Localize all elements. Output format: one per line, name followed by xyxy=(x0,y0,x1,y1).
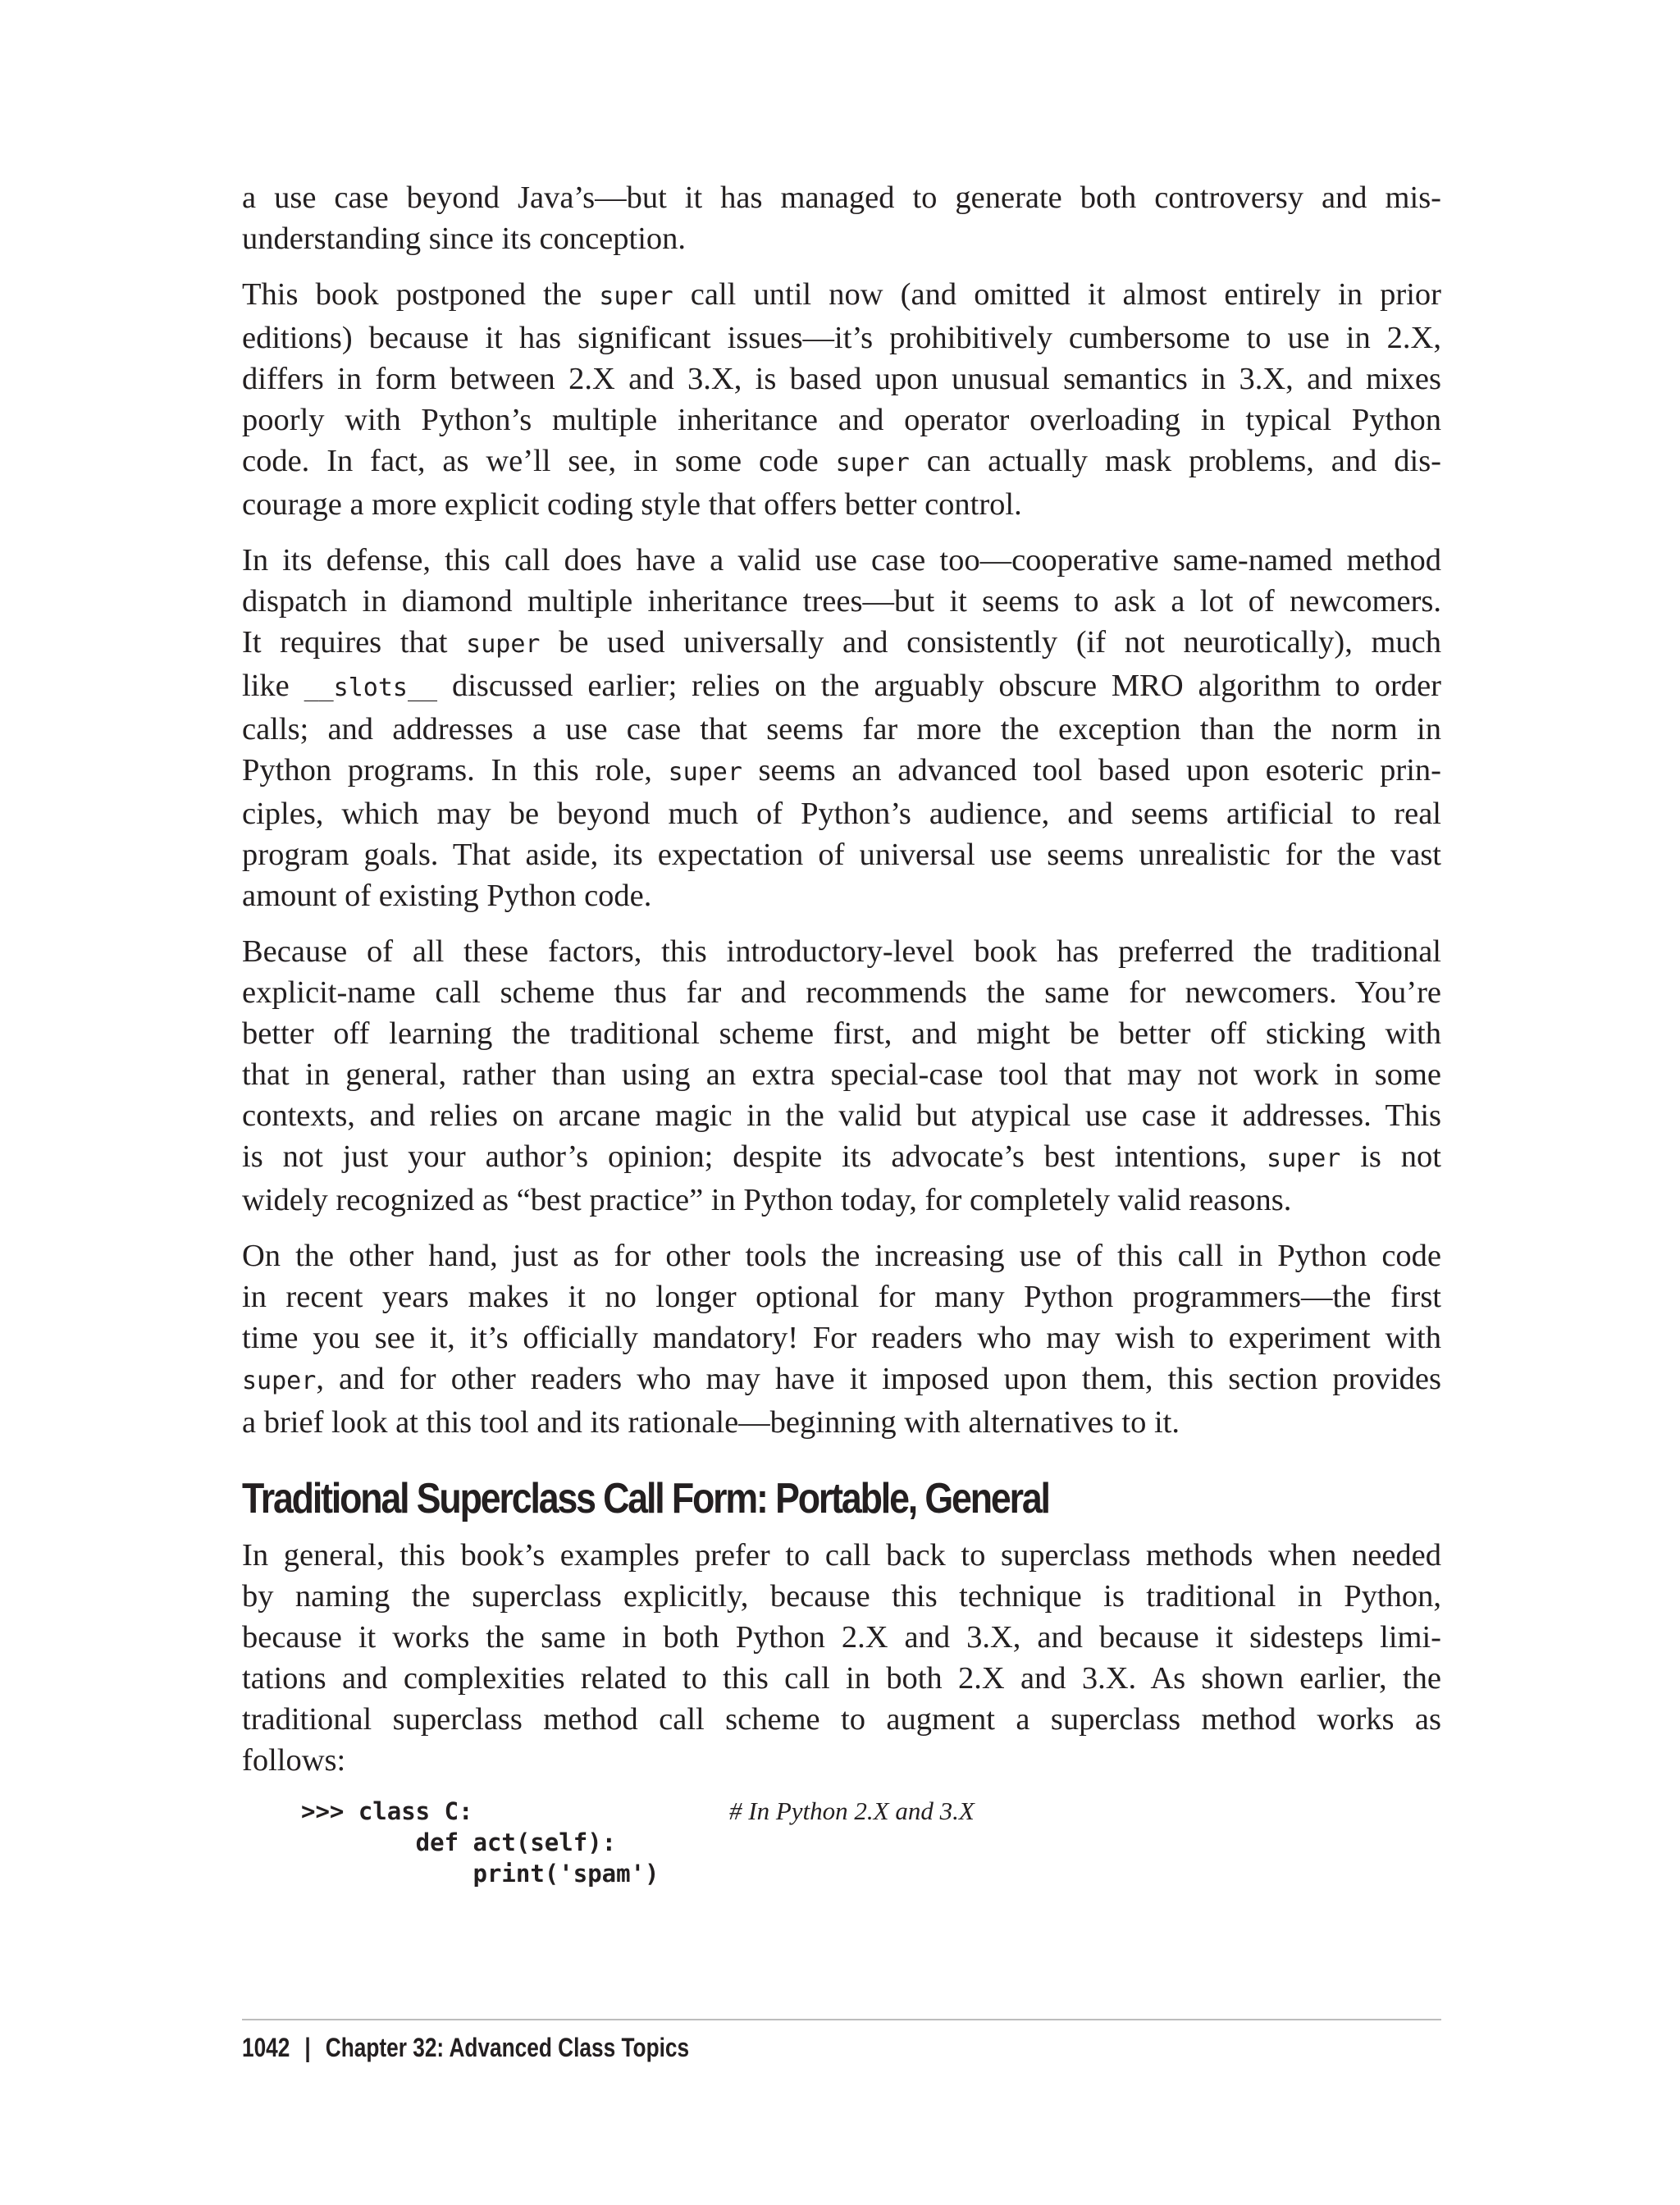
text-segment: , and for other readers who may have it imposed upon them, this section provides xyxy=(316,1362,1441,1396)
text-segment: like xyxy=(242,669,304,703)
text-line: contexts, and relies on arcane magic in the valid but atypical use case it addresses. This xyxy=(242,1098,1441,1133)
text-line: In its defense, this call does have a valid use case too—cooperative same-named method xyxy=(242,543,1441,578)
inline-code: super xyxy=(1267,1144,1341,1173)
section-heading: Traditional Superclass Call Form: Portable, General xyxy=(242,1475,1049,1522)
text-segment: This book postponed the xyxy=(242,277,600,312)
text-line xyxy=(242,1136,1441,1180)
text-segment: discussed earlier; relies on the arguably obscure MRO algorithm to order xyxy=(437,669,1441,703)
text-segment: is not just your author’s opinion; despite its advocate’s best intentions, xyxy=(242,1139,1267,1174)
inline-code: super xyxy=(599,282,673,311)
text-line: traditional superclass method call scheme to augment a superclass method works as xyxy=(242,1702,1441,1737)
text-line: that in general, rather than using an extra special-case tool that may not work in some xyxy=(242,1057,1441,1092)
text-segment: code. In fact, as we’ll see, in some code xyxy=(242,444,836,478)
code-line-3: print('spam') xyxy=(301,1860,660,1888)
paragraph xyxy=(242,1535,1441,1781)
text-line: dispatch in diamond multiple inheritance trees—but it seems to ask a lot of newcomers. xyxy=(242,584,1441,619)
text-line: differs in form between 2.X and 3.X, is based upon unusual semantics in 3.X, and mixes xyxy=(242,362,1441,396)
text-line: explicit-name call scheme thus far and recommends the same for newcomers. You’re xyxy=(242,975,1441,1010)
text-segment: seems an advanced tool based upon esoteric prin- xyxy=(742,753,1441,788)
inline-code: super xyxy=(668,758,742,787)
text-line: poorly with Python’s multiple inheritance and operator overloading in typical Python xyxy=(242,403,1441,437)
paragraph xyxy=(242,540,1441,916)
page-content xyxy=(242,177,1441,1894)
text-line: In general, this book’s examples prefer to call back to superclass methods when needed xyxy=(242,1538,1441,1573)
page-footer xyxy=(242,2033,689,2063)
text-segment: call until now (and omitted it almost entirely in prior xyxy=(673,277,1442,312)
body-text xyxy=(242,177,1441,1443)
paragraph xyxy=(242,1235,1441,1443)
paragraph xyxy=(242,177,1441,259)
text-line: understanding since its conception. xyxy=(242,221,687,256)
footer-separator: | xyxy=(304,2033,311,2062)
text-line xyxy=(242,665,1441,709)
inline-code: __slots__ xyxy=(304,673,438,702)
text-segment: It requires that xyxy=(242,625,467,660)
text-line xyxy=(242,1358,1441,1402)
chapter-title: Chapter 32: Advanced Class Topics xyxy=(325,2033,690,2062)
section-body-text xyxy=(242,1535,1441,1781)
text-line: amount of existing Python code. xyxy=(242,879,652,913)
text-line: widely recognized as “best practice” in Python today, for completely valid reasons. xyxy=(242,1183,1292,1217)
inline-code: super xyxy=(835,449,910,477)
paragraph xyxy=(242,274,1441,525)
code-line-1: >>> class C: xyxy=(301,1797,473,1825)
footer-rule xyxy=(242,2019,1441,2020)
text-line: in recent years makes it no longer optional for many Python programmers—the first xyxy=(242,1280,1441,1314)
text-segment: Python programs. In this role, xyxy=(242,753,669,788)
text-line xyxy=(242,750,1441,793)
text-line: Because of all these factors, this introductory-level book has preferred the traditional xyxy=(242,934,1441,969)
code-line-2: def act(self): xyxy=(301,1828,617,1856)
text-line: follows: xyxy=(242,1743,346,1778)
text-line: ciples, which may be beyond much of Python’s audience, and seems artificial to real xyxy=(242,797,1441,831)
code-example xyxy=(242,1796,1441,1894)
text-segment: is not xyxy=(1340,1139,1441,1174)
text-line: On the other hand, just as for other tools the increasing use of this call in Python code xyxy=(242,1239,1441,1273)
paragraph xyxy=(242,931,1441,1221)
text-line: better off learning the traditional scheme first, and might be better off sticking with xyxy=(242,1016,1441,1051)
text-segment: be used universally and consistently (if not neurotically), much xyxy=(540,625,1441,660)
inline-code: super xyxy=(242,1367,317,1395)
text-line: courage a more explicit coding style that offers better control. xyxy=(242,487,1022,522)
text-line: tations and complexities related to this call in both 2.X and 3.X. As shown earlier, the xyxy=(242,1661,1441,1696)
text-line: editions) because it has significant issues—it’s prohibitively cumbersome to use in 2.X, xyxy=(242,321,1441,355)
text-line xyxy=(242,274,1441,317)
inline-code: super xyxy=(466,630,541,659)
text-line xyxy=(242,622,1441,665)
code-comment: # In Python 2.X and 3.X xyxy=(729,1796,975,1825)
text-line: because it works the same in both Python 2.X and 3.X, and because it sidesteps limi- xyxy=(242,1620,1441,1655)
text-line: time you see it, it’s officially mandatory! For readers who may wish to experiment with xyxy=(242,1321,1441,1355)
text-line: by naming the superclass explicitly, because this technique is traditional in Python, xyxy=(242,1579,1441,1614)
text-segment: can actually mask problems, and dis- xyxy=(909,444,1442,478)
text-line: a brief look at this tool and its rationale—beginning with alternatives to it. xyxy=(242,1405,1180,1440)
text-line: program goals. That aside, its expectation of universal use seems unrealistic for the vast xyxy=(242,838,1441,872)
text-line: calls; and addresses a use case that seems far more the exception than the norm in xyxy=(242,712,1441,746)
page-number: 1042 xyxy=(242,2033,290,2062)
text-line: a use case beyond Java’s—but it has managed to generate both controversy and mis- xyxy=(242,180,1441,215)
text-line xyxy=(242,441,1441,484)
